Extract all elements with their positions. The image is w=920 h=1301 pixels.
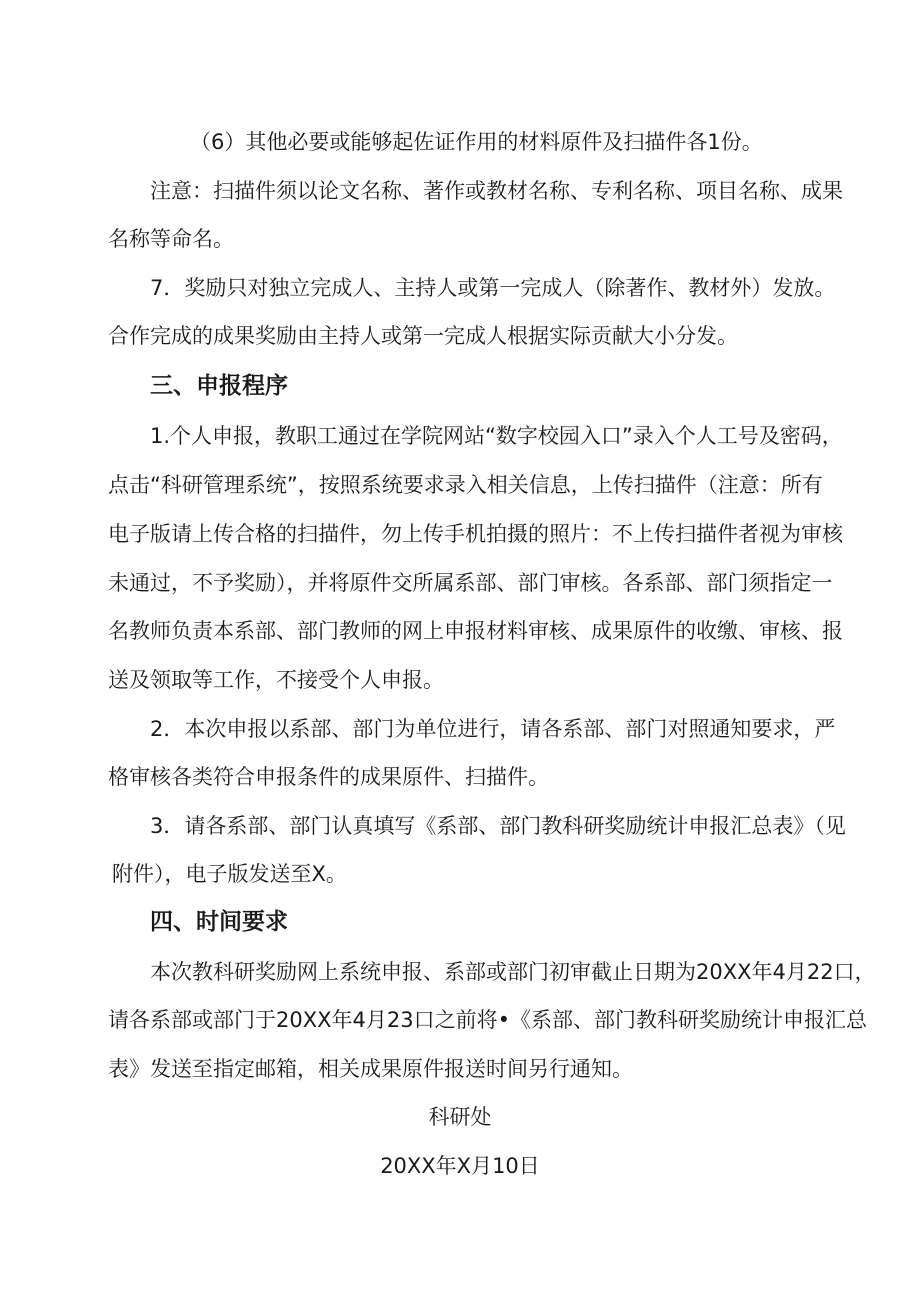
time-paragraph-line-1: 本次教科研奖励网上系统申报、系部或部门初审截止日期为20XX年4月22口， xyxy=(150,960,876,984)
procedure-1-line-4: 未通过，不予奖励），并将原件交所属系部、部门审核。各系部、部门须指定一 xyxy=(108,571,833,595)
item-7-line-2: 合作完成的成果奖励由主持人或第一完成人根据实际贡献大小分发。 xyxy=(108,324,738,348)
time-paragraph-line-2: 请各系部或部门于20XX年4月23口之前将•《系部、部门教科研奖励统计申报汇总 xyxy=(108,1008,867,1032)
time-paragraph-line-3: 表》发送至指定邮箱，相关成果原件报送时间另行通知。 xyxy=(108,1057,633,1081)
procedure-2-line-1: 2．本次申报以系部、部门为单位进行，请各系部、部门对照通知要求，严 xyxy=(150,717,836,741)
item-6-text: （6）其他必要或能够起佐证作用的材料原件及扫描件各1份。 xyxy=(190,130,763,154)
note-line-2: 名称等命名。 xyxy=(108,227,234,251)
note-line-1: 注意：扫描件须以论文名称、著作或教材名称、专利名称、项目名称、成果 xyxy=(150,179,843,203)
signature-office: 科研处 xyxy=(428,1105,492,1129)
procedure-3-line-2: 附件），电子版发送至X。 xyxy=(112,862,347,886)
signature-date: 20XX年X月10日 xyxy=(380,1154,540,1178)
procedure-1-line-5: 名教师负责本系部、部门教师的网上申报材料审核、成果原件的收缴、审核、报 xyxy=(108,619,843,643)
procedure-1-line-3: 电子版请上传合格的扫描件，勿上传手机拍摄的照片：不上传扫描件者视为审核 xyxy=(108,522,843,546)
item-7-line-1: 7．奖励只对独立完成人、主持人或第一完成人（除著作、教材外）发放。 xyxy=(150,276,836,300)
procedure-3-line-1: 3．请各系部、部门认真填写《系部、部门教科研奖励统计申报汇总表》（见 xyxy=(150,814,846,838)
procedure-2-line-2: 格审核各类符合申报条件的成果原件、扫描件。 xyxy=(108,765,549,789)
section-heading-procedure: 三、申报程序 xyxy=(150,373,288,399)
procedure-1-line-6: 送及领取等工作，不接受个人申报。 xyxy=(108,668,444,692)
procedure-1-line-2: 点击“科研管理系统”，按照系统要求录入相关信息，上传扫描件（注意：所有 xyxy=(108,473,823,497)
procedure-1-line-1: 1.个人申报，教职工通过在学院网站“数字校园入口”录入个人工号及密码， xyxy=(150,424,843,448)
section-heading-time: 四、时间要求 xyxy=(150,909,288,935)
